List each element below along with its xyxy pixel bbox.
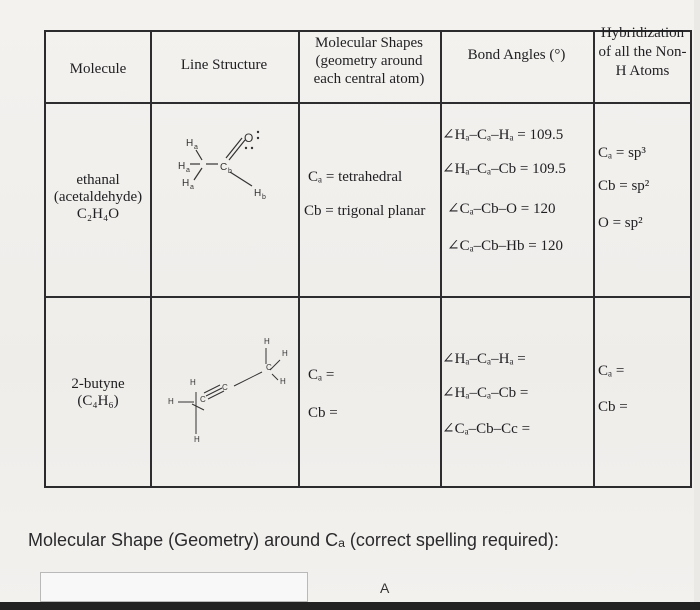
angle-4-ethanal: ∠Cₐ–Cb–Hb = 120 [447,238,563,254]
hyb-cb-butyne: Cb = [598,399,628,415]
hyb-o-ethanal: O = sp² [598,215,643,231]
answer-input[interactable] [40,572,308,602]
svg-text:H: H [190,378,196,387]
svg-text:a: a [186,167,190,174]
header-line-structure: Line Structure [180,57,268,73]
font-format-icon[interactable]: A [380,580,390,596]
divider [593,32,595,486]
angle-3-butyne: ∠Cₐ–Cb–Cc = [442,421,531,437]
header-bond-angles: Bond Angles (°) [467,47,566,63]
svg-text:a: a [194,144,198,151]
svg-text:a: a [190,184,194,191]
svg-text:H: H [282,349,288,358]
svg-text:H: H [178,161,186,172]
svg-text:H: H [280,377,286,386]
svg-text:H: H [168,397,174,406]
molecule-ethanal: ethanal (acetaldehyde) C₂H₄O [53,172,143,222]
shape-cb-ethanal: Cb = trigonal planar [304,203,426,219]
divider [46,296,690,298]
svg-text:C: C [200,395,206,404]
shape-cb-butyne: Cb = [308,405,338,421]
angle-1-butyne: ∠Hₐ–Cₐ–Hₐ = [442,351,526,367]
angle-1-ethanal: ∠Hₐ–Cₐ–Hₐ = 109.5 [442,127,564,143]
svg-text:b: b [228,168,232,175]
svg-text:C: C [220,162,228,173]
svg-text:H: H [194,435,200,444]
svg-text:H: H [182,178,190,189]
header-molecule: Molecule [69,61,127,77]
divider [298,32,300,486]
ethanal-line-structure [166,120,286,210]
shape-ca-ethanal: Cₐ = tetrahedral [308,169,403,185]
hyb-cb-ethanal: Cb = sp² [598,178,650,194]
angle-2-ethanal: ∠Hₐ–Cₐ–Cb = 109.5 [442,161,566,177]
page-edge [694,0,700,610]
data-table [44,25,692,488]
svg-text:C: C [266,363,272,372]
shape-ca-butyne: Cₐ = [308,367,335,383]
question-text: Molecular Shape (Geometry) around Cₐ (correct spelling required): [28,530,559,550]
molecule-2-butyne: 2-butyne (C₄H₆) [71,376,125,409]
header-hybridization: Hybridization of all the Non- H Atoms [598,25,687,79]
svg-text:H: H [186,138,194,149]
divider [46,102,690,104]
svg-text:H: H [254,188,262,199]
svg-text:C: C [222,383,228,392]
hyb-ca-ethanal: Cₐ = sp³ [598,145,646,161]
angle-3-ethanal: ∠Cₐ–Cb–O = 120 [447,201,556,217]
header-molecular-shapes: Molecular Shapes (geometry around each central atom) [313,35,425,87]
svg-text:O: O [244,131,254,145]
divider [440,32,442,486]
bottom-bar [0,602,700,610]
butyne-line-structure [156,330,298,460]
svg-text:H: H [264,337,270,346]
svg-text:b: b [262,194,266,201]
divider [150,32,152,486]
angle-2-butyne: ∠Hₐ–Cₐ–Cb = [442,385,529,401]
hyb-ca-butyne: Cₐ = [598,363,625,379]
